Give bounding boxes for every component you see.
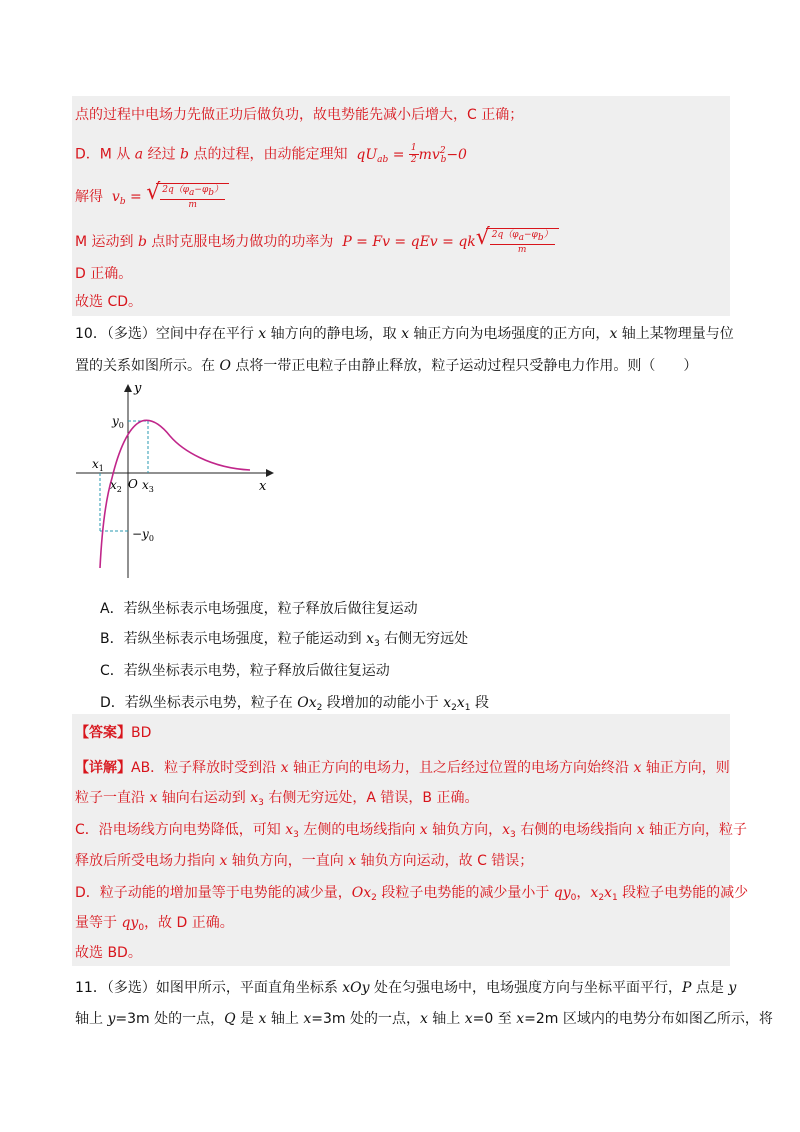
prev-solution-line-4: M 运动到 b 点时克服电场力做功的功率为 P = Fv = qEv = qk √ $\frac{2q(\varphi a-\varphi b)}{m}$	[75, 228, 559, 256]
prev-solution-line-3: 解得 $v_b$ = √ $\frac{2q(\varphi a-\varphi b)}{m}$	[75, 183, 229, 211]
q10-option-c: C．若纵坐标表示电势，粒子释放后做往复运动	[100, 663, 390, 679]
q10-option-a: A．若纵坐标表示电场强度，粒子释放后做往复运动	[100, 601, 418, 617]
q10-stem-line-1: 10．（多选）空间中存在平行 x 轴方向的静电场，取 x 轴正方向为电场强度的正方向，x 轴上某物理量与位	[75, 326, 734, 342]
x1-label: $x_1$	[92, 457, 104, 473]
q10-detail-line-4: 释放后所受电场力指向 x 轴负方向，一直向 x 轴负方向运动，故 C 错误；	[75, 853, 534, 869]
q10-detail-line-3: C．沿电场线方向电势降低，可知 $x_3$ 左侧的电场线指向 x 轴负方向，$x_3$ 右侧的电场线指向 x 轴正方向，粒子	[75, 822, 748, 840]
velocity-formula: $v_b$ = √ $\frac{2q(\varphi a-\varphi b)}{m}$	[112, 189, 229, 205]
prev-solution-line-5: D 正确。	[75, 266, 133, 282]
q10-answer: 【答案】BD	[75, 725, 152, 741]
x3-label: $x_3$	[142, 478, 154, 494]
prev-solution-line-6: 故选 CD。	[75, 294, 143, 310]
q11-stem-line-1: 11．（多选）如图甲所示，平面直角坐标系 xOy 处在匀强电场中，电场强度方向与坐标平面平行，P 点是 y	[75, 980, 737, 996]
q10-figure	[70, 378, 280, 583]
y-axis-label: y	[134, 381, 142, 396]
prev-solution-line-2: D．M 从 a 经过 b 点的过程，由动能定理知 $qU_{ab}$ = $\frac{1}{2}$ $mv^2_b-0$	[75, 143, 467, 165]
x2-label: $x_2$	[110, 478, 122, 494]
q10-detail-line-2: 粒子一直沿 x 轴向右运动到 $x_3$ 右侧无穷远处，A 错误，B 正确。	[75, 790, 479, 808]
origin-label: O	[128, 477, 138, 491]
q10-stem-line-2: 置的关系如图所示。在 O 点将一带正电粒子由静止释放，粒子运动过程只受静电力作用。则（ ）	[75, 358, 698, 374]
x-axis-arrow	[266, 469, 274, 477]
q10-detail-line-1: 【详解】AB．粒子释放时受到沿 x 轴正方向的电场力，且之后经过位置的电场方向始终沿 x 轴正方向，则	[75, 760, 730, 776]
q10-option-b: B．若纵坐标表示电场强度，粒子能运动到 $x_3$ 右侧无穷远处	[100, 631, 469, 649]
q10-option-d: D．若纵坐标表示电势，粒子在 $Ox_2$ 段增加的动能小于 $x_2x_1$ 段	[100, 695, 489, 713]
prev-solution-line-1: 点的过程中电场力先做正功后做负功，故电势能先减小后增大，C 正确；	[75, 107, 524, 123]
neg-y0-label: $-y_0$	[132, 527, 154, 543]
kinetic-energy-formula: $qU_{ab}$ = $\frac{1}{2}$ $mv^2_b-0$	[356, 143, 467, 165]
y0-label: $y_0$	[112, 414, 124, 430]
q10-detail-line-7: 故选 BD。	[75, 945, 142, 961]
q10-detail-line-6: 量等于 $qy_0$，故 D 正确。	[75, 915, 234, 933]
x-axis-label: x	[259, 479, 267, 494]
q11-stem-line-2: 轴上 y=3m 处的一点，Q 是 x 轴上 x=3m 处的一点，x 轴上 x=0 至 x=2m 区域内的电势分布如图乙所示，将	[75, 1011, 773, 1027]
y-axis-arrow	[124, 384, 132, 392]
power-formula: P = Fv = qEv = qk √ $\frac{2q(\varphi a-\varphi b)}{m}$	[342, 234, 558, 250]
q10-detail-line-5: D．粒子动能的增加量等于电势能的减少量，$Ox_2$ 段粒子电势能的减少量小于 $qy_0$，$x_2x_1$ 段粒子电势能的减少	[75, 885, 749, 903]
q10-curve	[100, 420, 250, 568]
